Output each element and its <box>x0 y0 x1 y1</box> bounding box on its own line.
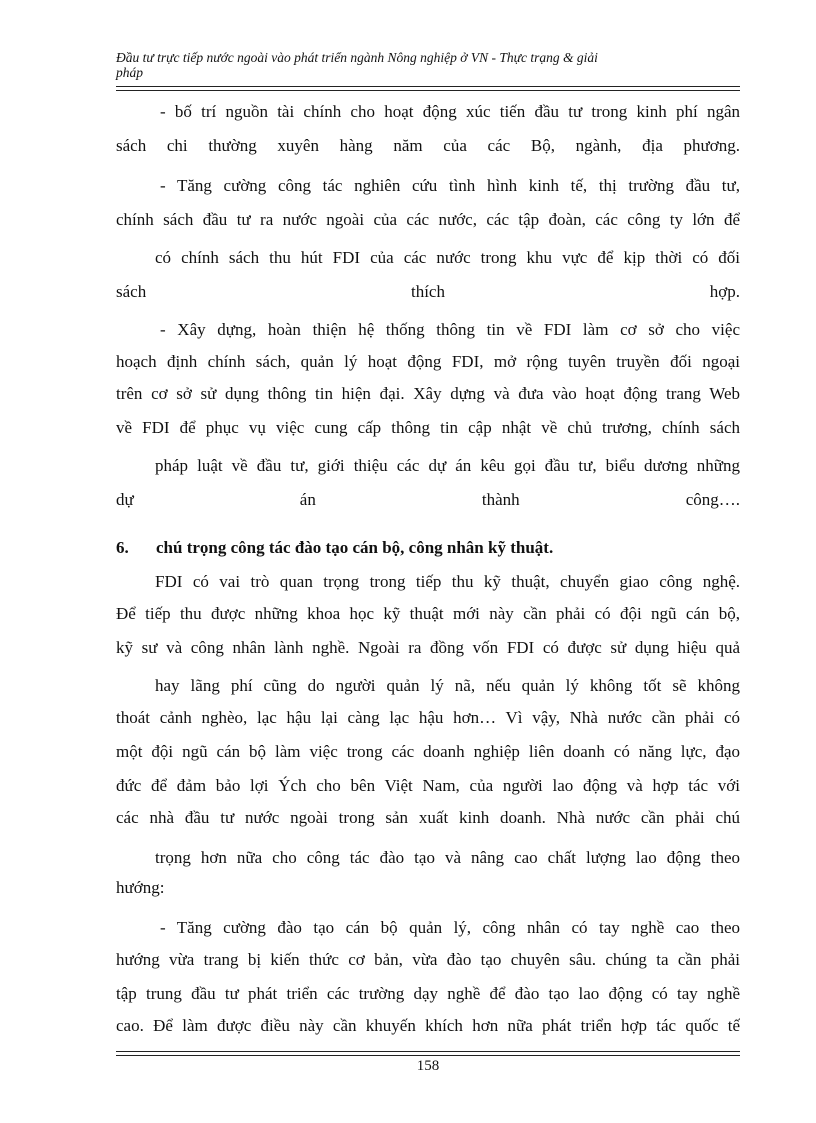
body-line: hướng: <box>116 878 165 897</box>
body-line: hoạch định chính sách, quản lý hoạt động FDI, mở rộng tuyên truyền đối ngoại <box>116 352 740 371</box>
body-line: sách chi thường xuyên hàng năm của các Bộ, ngành, địa phương. <box>116 136 740 155</box>
body-line: hướng vừa trang bị kiến thức cơ bản, vừa đào tạo chuyên sâu. chúng ta cần phải <box>116 950 740 969</box>
body-line: trên cơ sở sử dụng thông tin hiện đại. Xây dựng và đưa vào hoạt động trang Web <box>116 384 740 403</box>
footer-rule-thick <box>116 1051 740 1052</box>
body-line: sách thích hợp. <box>116 282 740 301</box>
body-line: trọng hơn nữa cho công tác đào tạo và nâng cao chất lượng lao động theo <box>155 848 740 867</box>
body-line: các nhà đầu tư nước ngoài trong sản xuất kinh doanh. Nhà nước cần phải chú <box>116 808 740 827</box>
body-line: về FDI để phục vụ việc cung cấp thông tin cập nhật về chủ trương, chính sách <box>116 418 740 437</box>
header-rule-thin <box>116 90 740 91</box>
body-line: dự án thành công…. <box>116 490 740 509</box>
body-line: Để tiếp thu được những khoa học kỹ thuật mới này cần phải có đội ngũ cán bộ, <box>116 604 740 623</box>
body-line: FDI có vai trò quan trọng trong tiếp thu kỹ thuật, chuyển giao công nghệ. <box>155 572 740 591</box>
body-line: hay lãng phí cũng do người quản lý nã, nếu quản lý không tốt sẽ không <box>155 676 740 695</box>
body-line: chính sách đầu tư ra nước ngoài của các nước, các tập đoàn, các công ty lớn để <box>116 210 740 229</box>
footer-rule-thin <box>116 1055 740 1056</box>
section-heading <box>116 536 740 560</box>
body-line: - Tăng cường đào tạo cán bộ quản lý, công nhân có tay nghề cao theo <box>160 918 740 937</box>
running-header <box>116 50 740 80</box>
body-line: kỹ sư và công nhân lành nghề. Ngoài ra đồng vốn FDI có được sử dụng hiệu quả <box>116 638 740 657</box>
body-line: - Xây dựng, hoàn thiện hệ thống thông tin về FDI làm cơ sở cho việc <box>160 320 740 339</box>
section-number: 6. <box>116 538 129 557</box>
body-line: - bố trí nguồn tài chính cho hoạt động xúc tiến đầu tư trong kinh phí ngân <box>160 102 740 121</box>
section-title: chú trọng công tác đào tạo cán bộ, công nhân kỹ thuật. <box>156 538 554 557</box>
body-line: đức để đảm bảo lợi Ých cho bên Việt Nam, của người lao động và hợp tác với <box>116 776 740 795</box>
header-rule-thick <box>116 86 740 87</box>
body-line: một đội ngũ cán bộ làm việc trong các doanh nghiệp liên doanh có năng lực, đạo <box>116 742 740 761</box>
body-line: có chính sách thu hút FDI của các nước trong khu vực để kịp thời có đối <box>155 248 740 267</box>
body-line: tập trung đầu tư phát triển các trường dạy nghề để đào tạo lao động có tay nghề <box>116 984 740 1003</box>
body-line: thoát cảnh nghèo, lạc hậu lại càng lạc hậu hơn… Vì vậy, Nhà nước cần phải có <box>116 708 740 727</box>
body-line: cao. Để làm được điều này cần khuyến khích hơn nữa phát triển hợp tác quốc tế <box>116 1016 740 1035</box>
body-line: - Tăng cường công tác nghiên cứu tình hình kinh tế, thị trường đầu tư, <box>160 176 740 195</box>
page-number: 158 <box>416 1058 440 1074</box>
running-header-line-2: pháp <box>116 65 143 80</box>
running-header-line-1: Đầu tư trực tiếp nước ngoài vào phát triển ngành Nông nghiệp ở VN - Thực trạng & giải <box>116 50 598 65</box>
body-line: pháp luật về đầu tư, giới thiệu các dự án kêu gọi đầu tư, biểu dương những <box>155 456 740 475</box>
